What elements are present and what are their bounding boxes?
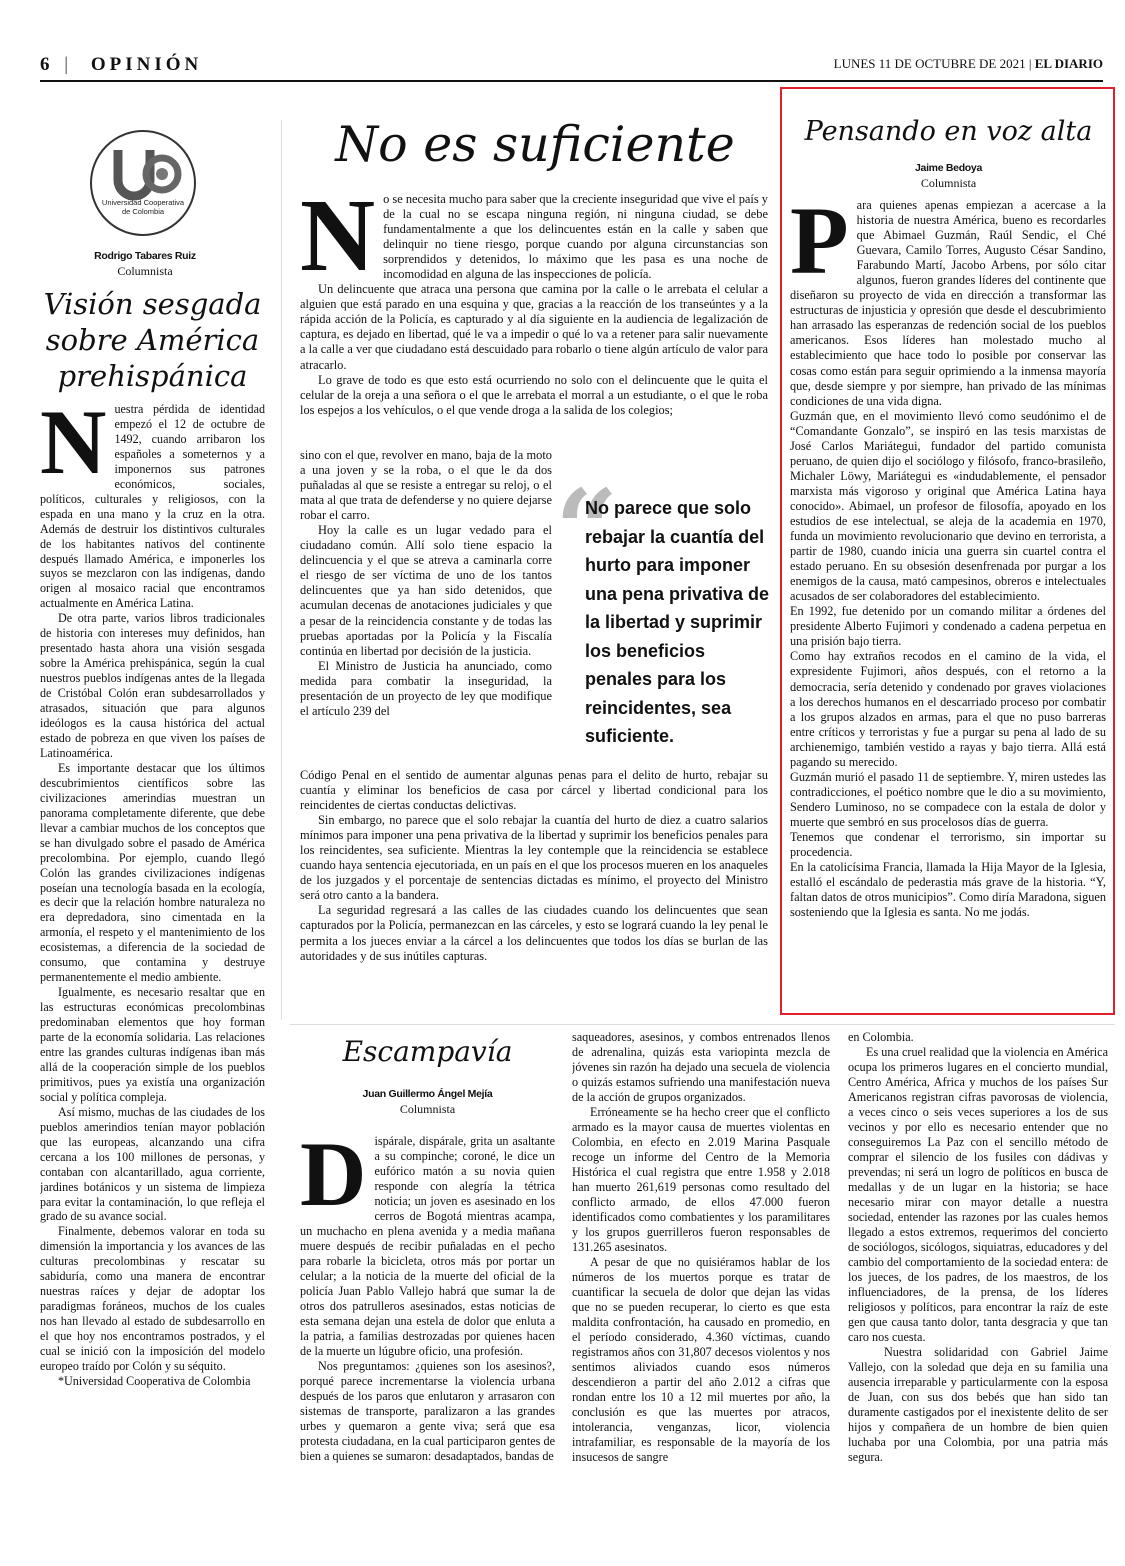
pull-quote: No parece que solo rebajar la cuantía del hurto para imponer una pena privativa de la libertad y suprimir los beneficios penales para los reincidentes, sea suficiente. (585, 498, 770, 746)
right-dropcap: P (790, 198, 849, 294)
left-article-body: Nuestra pérdida de identidad empezó el 12 de octubre de 1492, cuando arribaron los españoles a someternos y a imponernos sus patrones económicos, sociales, políticos, culturales y religiosos, con la espada en una mano y la cruz en la otra. Además de destruir los distintivos culturales de los habitantes nativos del continente después llamado América, e imponerles los suyos se mezclaron con las indígenas, dando origen al mosaico racial que encontramos actualmente en América Latina. De otra parte, varios libros tradicionales de historia con intereses muy definidos, han presentado hasta ahora una visión sesgada sobre la América prehispánica, según la cual nuestros pueblos indígenas antes de la llegada de Cristóbal Colón eran subdesarrollados y atrasados, situación que para algunos ideólogos es la causa histórica del actual estado de pobreza en que viven los países de Latinoamérica. Es importante destacar que los últimos descubrimientos científicos sobre las civilizaciones amerindias muestran un panorama completamente diferente, que debe llevar a cambiar muchos de los conceptos que se han divulgado sobre el pasado de América precolombina. Por ejemplo, cuando llegó Colón las grandes civilizaciones indígenas poseían una tecnología basada en la ecología, es decir que la relación hombre naturaleza no era depredadora, sino cimentada en la armonía, el respeto y el mantenimiento de los ecosistemas, a diferencia de la sociedad de consumo, que contamina y destruye permanentemente el medio ambiente. Igualmente, es necesario resaltar que en las estructuras económicas precolombinas predominaban elementos que hoy forman parte de la economía solidaria. Las relaciones entre las grandes culturas indígenas iban más allá de la cooperación simple de los pueblos primitivos, pues ya existía una organización social y política compleja. Así mismo, muchas de las ciudades de los pueblos amerindios tenían mayor población que las europeas, alcanzando una cifra cercana a los 100 millones de personas, y contaban con alcantarillado, agua corriente, jardines botánicos y un sistema de limpieza para evitar la contaminación, lo que refleja el grado de su avance social. Finalmente, debemos valorar en toda su dimensión la importancia y los avances de las culturas precolombinas y rescatar su sabiduría, como una manera de encontrar nuestras raíces y dejar de adoptar los paradigmas foráneos, muchos de los cuales nos han llevado al estado de subdesarrollo en el que hoy nos encontramos postrados, y el cual se inició con la imposición del modelo europeo traído por Colón y su séquito. *Universidad Cooperativa de Colombia (40, 402, 265, 1388)
issue-date: LUNES 11 DE OCTUBRE DE 2021 | (833, 56, 1032, 71)
editorial-body-bottom: Código Penal en el sentido de aumentar algunas penas para el delito de hurto, rebajar su cuantía y eliminar los beneficios de casa por cárcel y libertad condicional para los reincidentes de ciertas conductas delictivas. Sin embargo, no parece que el solo rebajar la cuantía del hurto de diez a cuatro salarios mínimos para imponer una pena privativa de la libertad y suprimir los beneficios penales para los reincidentes, sea suficiente. Mientras la ley contemple que la reincidencia se establece cuando haya sentencia ejecutoriada, en un país en el que los procesos mueren en los anaqueles de los juzgados y el porcentaje de sentencias dictadas es mínimo, el proyecto del Ministro será otro canto a la bandera. La seguridad regresará a las calles de las ciudades cuando los delincuentes que sean capturados por la Policía, permanezcan en las cárceles, y esto se logrará cuando la ley penal le permita a los jueces enviar a la cárcel a los delincuentes que todos los días se burlan de las autoridades y de sus inútiles capturas. (300, 768, 768, 963)
section-header (40, 54, 202, 76)
right-article-title: Pensando en voz alta (804, 116, 1093, 147)
bottom-col-3: en Colombia. Es una cruel realidad que la violencia en América ocupa los primeros lugares en el concierto mundial, Centro América, Africa y muchos de los países Sur Americanos registran cifras pavorosas de violencia, a veces cinco o seis veces superiores a los de sus vecinos y por ello es necesario entender que no conseguiremos La Paz con el sencillo método de comprar el silencio de los fusiles con dádivas y prevendas; ni será un logro de políticos en busca de medallas y de un lugar en la historia; se hace necesario mirar con mayor detalle a nuestra sociedad, entender las razones por las cuales hemos llegado a estos extremos, requerimos del concierto de sociólogos, sicólogos, siquiatras, educadores y del cambio del comportamiento de la sociedad entera: de los jueces, de los padres, de los maestros, de los influenciadores, de la prensa, de los líderes religiosos y políticos, para encontrar la raíz de este gen que causa tanto dolor, tanta desgracia y que tan caro nos cuesta. Nuestra solidaridad con Gabriel Jaime Vallejo, con la soledad que deja en su familia una ausencia irreparable y particularmente con la esposa de Juan, con sus dos bebés que han sido tan duramente castigados por el inexistente delito de ser hijos y compañera de un hombre de bien quien luchaba por una Colombia, por una patria más segura. (848, 1030, 1108, 1464)
date-line (834, 56, 1103, 72)
editorial-title: No es suficiente (335, 116, 735, 173)
section-name: OPINIÓN (90, 54, 203, 75)
left-author-role: Columnista (117, 264, 173, 278)
left-footnote: *Universidad Cooperativa de Colombia (58, 1373, 251, 1388)
bottom-article-title: Escampavía (342, 1035, 513, 1068)
bottom-author-role: Columnista (399, 1102, 456, 1116)
editorial-dropcap: N (300, 178, 376, 293)
editorial-body-narrow: sino con el que, revolver en mano, baja de la moto a una joven y se la roba, o el que le da dos puñaladas al que se resiste a entregar su reloj, o el mata al que trata de defenderse y no quiere dejarse robar el carro. Hoy la calle es un lugar vedado para el ciudadano común. Allí solo tiene espacio la delincuencia y el que se atreva a caminarla corre el riesgo de ser víctima de uno de los tantos delincuentes que ya han sido detenidos, que acumulan decenas de anotaciones judiciales y que a pesar de la reincidencia constante y de todas las pruebas aportadas por la Policía y la Fiscalía continúa en libertad por decisión de la justicia. El Ministro de Justicia ha anunciado, como medida para combatir la inseguridad, la presentación de un proyecto de ley que modifique el artículo 239 del (300, 448, 552, 718)
left-author: Rodrigo Tabares Ruiz (94, 250, 196, 262)
header-separator: | (64, 54, 73, 75)
bottom-dropcap: D (300, 1134, 367, 1225)
quote-mark-icon: “ (555, 465, 619, 594)
bottom-col-1: Dispárale, dispárale, grita un asaltante a su compinche; coroné, le dice un eufórico matón a su novia quien responde con alegría la tétrica noticia; un joven es asesinado en los cerros de Bogotá mientras acampa, un muchacho en plena avenida y a media mañana muere después de recibir puñaladas en el pecho para robarle la bicicleta, otros más por portar un celular; a la noticia de la muerte del oficial de la policía Juan Pablo Vallejo habrá que sumar la de otros dos patrulleros asesinados, estas noticias de esta semana dejan una estela de dolor que enluta a la patria, a familias destrozadas por quienes hacen de la muerte un lúgubre oficio, una profesión. Nos preguntamos: ¿quienes son los asesinos?, porqué parece incrementarse la violencia urbana después de los paros que enlutaron y arrasaron con sistemas de transporte, paralizaron a las grandes urbes y quemaron a gente viva; será que esa protesta ciudadana, en la cual participaron gentes de bien a quienes se sumaron: desadaptados, bandas de (300, 1134, 555, 1463)
newspaper-name: EL DIARIO (1034, 56, 1103, 71)
right-author: Jaime Bedoya (914, 162, 983, 174)
right-author-role: Columnista (920, 176, 977, 190)
left-article-title: Visión sesgada sobre América prehispánica (43, 287, 262, 393)
logo-text: Universidad Cooperativa de Colombia (101, 198, 185, 216)
editorial-body-top: No se necesita mucho para saber que la creciente inseguridad que vive el país y de la cual no se escapa ninguna región, ni ninguna ciudad, se debe fundamentalmente a que los delincuentes están en la calle y saben que delinquir no tiene riesgo, porque cuando por alguna circunstancias son sorprendidos y detenidos, lo máximo que les pasa es una noche de incomodidad en alguna de las inspecciones de policía. Un delincuente que atraca una persona que camina por la calle o le arrebata el celular a alguien que está parado en una esquina y que, gracias a la reacción de los transeúntes y a la rápida acción de la Policía, es capturado y al día siguiente en la audiencia de legalización de captura, es dejado en libertad, qué le va a impedir o qué lo va a retener para salir nuevamente a la calle a ver que ciudadano está descuidado para robarlo o tiene algún artículo de valor para atracarlo. Lo grave de todo es que esto está ocurriendo no solo con el delincuente que le quita el celular de la oreja a una señora o el que le arrebata el morral a un estudiante, o el que le roba los espejos a los vehículos, o el que vende droga a la salida de los colegios; (300, 178, 768, 417)
column-divider-left (281, 120, 282, 1020)
right-article-body: Para quienes apenas empiezan a acercase a la historia de nuestra América, bueno es recordarles que Abimael Guzmán, Raúl Sendic, el Ché Guevara, Camilo Torres, Augusto César Sandino, Farabundo Martí, Jacobo Arbens, por sólo citar algunos, fueron grandes líderes del continente que diseñaron su proyecto de vida en dirección a transformar las estructuras de injusticia y opresión que desde el descubrimiento han arrasado las esperanzas de redención social de los pueblos americanos. Esos líderes han molestado mucho al establecimiento que hace todo lo posible por conservar las cosas como están para seguir oprimiendo a la inmensa mayoría que, desde siempre y por siempre, han privado de las mínimas condiciones de una vida digna. Guzmán que, en el movimiento llevó como seudónimo el de “Comandante Gonzalo”, se inspiró en las tesis marxistas de José Carlos Mariátegui, fundador del partido comunista peruano, de quien dijo el sociólogo y filósofo, franco-brasileño, Michaler Löwy, Mariátegui es «indudablemente, el pensador marxista más vigoroso y original que América Latina haya conocido». Abimael, un profesor de filosofía, apoyado en los estudios de ese intelectual, se aleja de la academia en 1970, funda un movimiento revolucionario que devino en terrorista, a partir de 1980, cuando inicia una guerra sin cuartel contra el estado peruano. En su obsesión desenfrenada por purgar a los enemigos de la causa, mató campesinos, obreros e intelectuales acusados de ser colaboradores del establecimiento. En 1992, fue detenido por un comando militar a órdenes del presidente Alberto Fujimori y condenado a cadena perpetua en una prisión bajo tierra. Como hay extraños recodos en el camino de la vida, el expresidente Fujimori, años después, con el retorno a la democracia, sería detenido y condenado por graves violaciones a los derechos humanos en el descarriado proceso por combatir a los grupos alzados en armas, para el que no puso barreras entre críticos y terroristas y fue a purgar su pena al lado de su archienemigo, también vestido a rayas y bajo tierra. Allá está pagando su merecido. Guzmán murió el pasado 11 de septiembre. Y, miren ustedes las contradicciones, el poético nombre que le dio a su movimiento, Sendero Luminoso, no se compadece con la estala de dolor y muerte que sembró en sus procelosos días de guerra. Tenemos que condenar el terrorismo, sin importar su procedencia. En la catolicísima Francia, llamada la Hija Mayor de la Iglesia, estalló el escándalo de pederastia más grave de la historia. “Y, faltan datos de otros municipios”. Como diría Maradona, siguen sosteniendo que la Iglesia es santa. No me jodás. (790, 198, 1106, 920)
bottom-author: Juan Guillermo Ángel Mejía (362, 1088, 493, 1100)
university-seal-icon (88, 128, 198, 238)
bottom-divider (290, 1024, 1115, 1025)
page-number: 6 (40, 54, 50, 75)
bottom-col-2: saqueadores, asesinos, y combos entrenados llenos de adrenalina, quizás esta variopinta mezcla de jóvenes sin razón ha dejado una secuela de violencia o quizás estamos sufriendo una manifestación nueva de la acción de grupos organizados. Erróneamente se ha hecho creer que el conflicto armado es la mayor causa de muertes violentas en Colombia, en efecto en 2.019 Marina Pasquale recoge un informe del Centro de la Memoria Histórica el cual registra que entre 1.958 y 2.018 han muerto 261,619 personas como resultado del conflicto armado, de ellos 47.000 fueron identificados como combatientes y los paramilitares y los grupos guerrilleros fueron responsables de 131.265 asesinatos. A pesar de que no quisiéramos hablar de los números de los muertos porque es tratar de cuantificar la secuela de dolor que dejan las vidas que no se pueden recuperar, lo cierto es que esta maldita confrontación, ha causado en promedio, en el período considerado, 4.360 víctimas, cuando registramos años con 31,807 decesos violentos y nos sentimos aliviados cuando esos números descendieron a partir del año 2.012 a cifras que rondan entre los 10 a 12 mil muertes por año, la conclusión es que las muertes por atracos, intolerancia, venganzas, licor, violencia intrafamiliar, es responsable de la mayoría de los insucesos de sangre (572, 1030, 830, 1464)
left-dropcap: N (40, 402, 107, 493)
header-rule (40, 80, 1103, 82)
university-logo (88, 128, 198, 238)
